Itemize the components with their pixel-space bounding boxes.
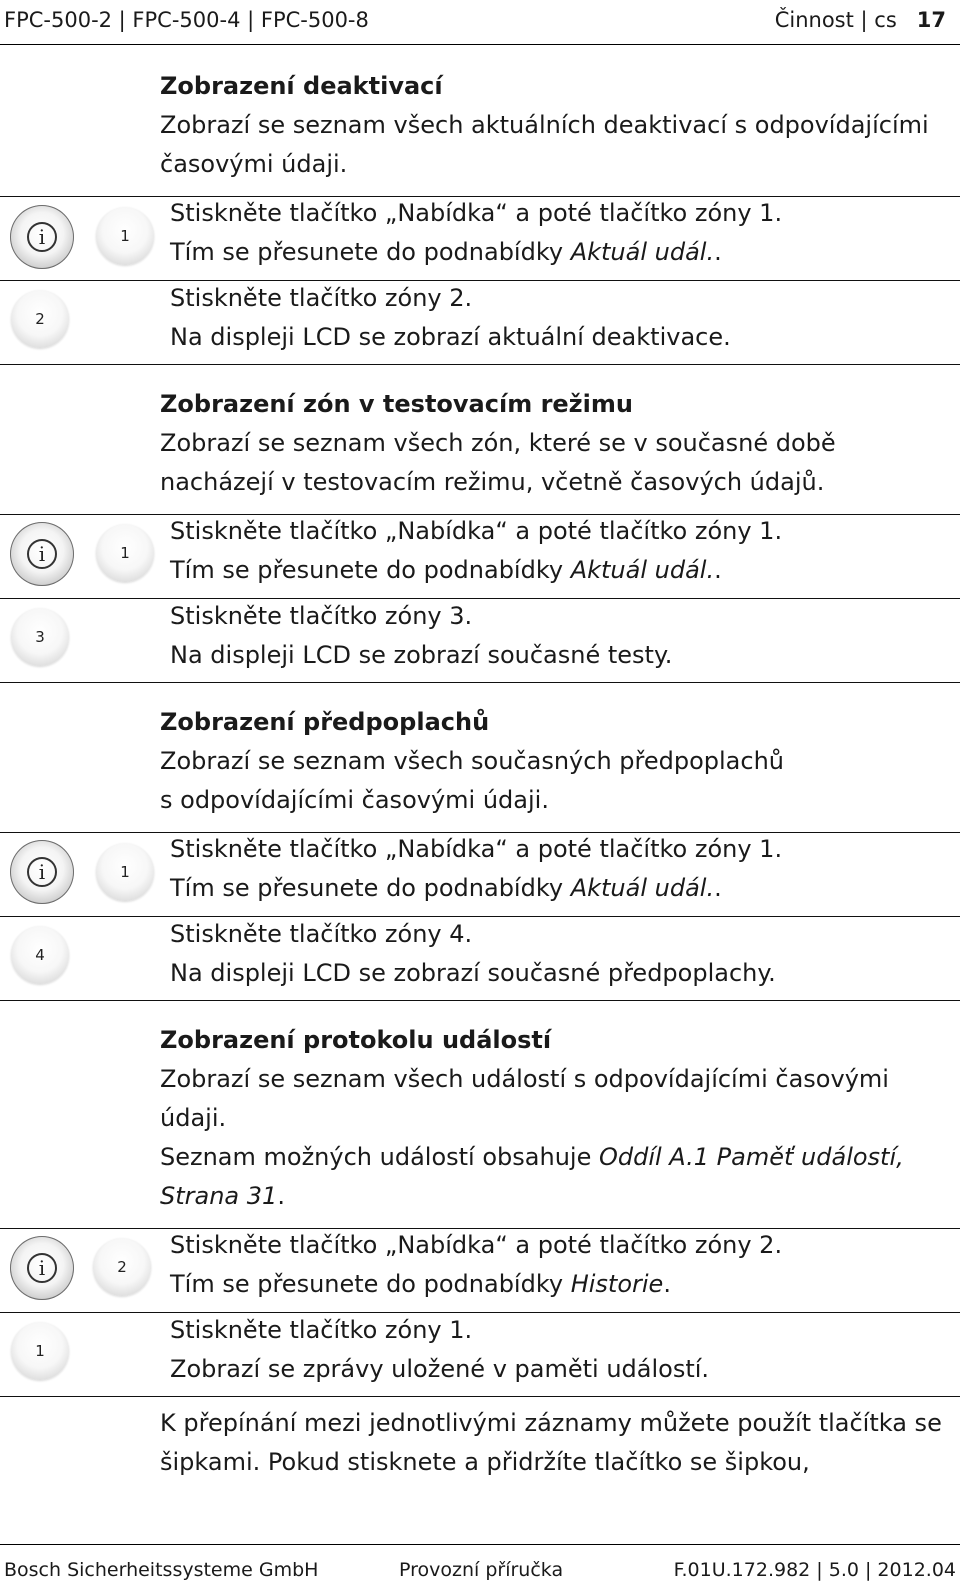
ref-text: . (277, 1182, 285, 1210)
info-key (10, 205, 74, 269)
step-text-part: Tím se přesunete do podnabídky (170, 1270, 571, 1298)
info-key (10, 1236, 74, 1300)
key-button: 2 (93, 1238, 151, 1296)
footer-company: Bosch Sicherheitssysteme GmbH (4, 1559, 319, 1581)
menu-name: Aktuál udál. (570, 238, 715, 266)
closing-line: šipkami. Pokud stisknete a přidržíte tlačítko se šipkou, (160, 1448, 810, 1476)
info-icon: i (27, 539, 57, 569)
key-button: 1 (96, 524, 154, 582)
header-models: FPC-500-2 | FPC-500-4 | FPC-500-8 (4, 8, 369, 32)
divider (0, 364, 960, 365)
step-text-part: . (663, 1270, 671, 1298)
info-icon: i (27, 857, 57, 887)
step-text: Stiskněte tlačítko „Nabídka“ a poté tlačítko zóny 1. (170, 517, 783, 545)
step-text: Stiskněte tlačítko zóny 4. (170, 920, 473, 948)
step-text: Na displeji LCD se zobrazí současné testy. (170, 641, 673, 669)
step-text-part: . (714, 556, 722, 584)
step-text-part: . (714, 238, 722, 266)
divider (0, 1312, 960, 1313)
divider (0, 916, 960, 917)
step-text: Stiskněte tlačítko „Nabídka“ a poté tlačítko zóny 2. (170, 1231, 783, 1259)
step-text: Na displeji LCD se zobrazí současné předpoplachy. (170, 959, 776, 987)
step-text: Na displeji LCD se zobrazí aktuální deaktivace. (170, 323, 731, 351)
section-desc-line: Zobrazí se seznam všech zón, které se v současné době (160, 429, 836, 457)
section-desc-line: s odpovídajícími časovými údaji. (160, 786, 549, 814)
section-title: Zobrazení zón v testovacím režimu (160, 390, 633, 418)
section-desc-line: nacházejí v testovacím režimu, včetně časových údajů. (160, 468, 825, 496)
step-text: Stiskněte tlačítko zóny 1. (170, 1316, 473, 1344)
section-ref-line (160, 1138, 904, 1177)
step-text: Stiskněte tlačítko zóny 2. (170, 284, 473, 312)
step-text (170, 1265, 671, 1304)
section-desc-line: Zobrazí se seznam všech současných předpoplachů (160, 747, 784, 775)
key-button: 4 (11, 926, 69, 984)
section-desc-line: Zobrazí se seznam všech událostí s odpovídajícími časovými (160, 1065, 889, 1093)
info-icon: i (27, 222, 57, 252)
closing-line: K přepínání mezi jednotlivými záznamy můžete použít tlačítka se (160, 1409, 942, 1437)
footer-rule (0, 1544, 960, 1545)
section-title: Zobrazení deaktivací (160, 72, 443, 100)
footer-doc-type: Provozní příručka (399, 1559, 564, 1581)
ref-link: Oddíl A.1 Paměť událostí, (598, 1143, 904, 1171)
step-text: Stiskněte tlačítko zóny 3. (170, 602, 473, 630)
section-title: Zobrazení protokolu událostí (160, 1026, 552, 1054)
step-text: Stiskněte tlačítko „Nabídka“ a poté tlačítko zóny 1. (170, 835, 783, 863)
step-text-part: Tím se přesunete do podnabídky (170, 874, 571, 902)
step-text-part: Tím se přesunete do podnabídky (170, 238, 571, 266)
menu-name: Aktuál udál. (570, 874, 715, 902)
step-text-part: Tím se přesunete do podnabídky (170, 556, 571, 584)
divider (0, 1396, 960, 1397)
section-desc-line: údaji. (160, 1104, 227, 1132)
step-text (170, 233, 722, 272)
section-desc-line: Zobrazí se seznam všech aktuálních deaktivací s odpovídajícími (160, 111, 929, 139)
key-button: 3 (11, 608, 69, 666)
key-button: 1 (96, 843, 154, 901)
step-text: Zobrazí se zprávy uložené v paměti událostí. (170, 1355, 710, 1383)
page-header (0, 0, 960, 45)
ref-link: Strana 31 (160, 1182, 278, 1210)
step-text: Stiskněte tlačítko „Nabídka“ a poté tlačítko zóny 1. (170, 199, 783, 227)
divider (0, 682, 960, 683)
key-button: 2 (11, 290, 69, 348)
divider (0, 280, 960, 281)
info-key (10, 840, 74, 904)
divider (0, 598, 960, 599)
section-title: Zobrazení předpoplachů (160, 708, 490, 736)
section-desc-line: časovými údaji. (160, 150, 348, 178)
info-icon: i (27, 1253, 57, 1283)
key-button: 1 (11, 1322, 69, 1380)
step-text (170, 551, 722, 590)
ref-text: Seznam možných událostí obsahuje (160, 1143, 599, 1171)
footer-doc-id: F.01U.172.982 | 5.0 | 2012.04 (673, 1559, 956, 1581)
divider (0, 1000, 960, 1001)
header-section-label: Činnost | cs (774, 8, 897, 32)
step-text-part: . (714, 874, 722, 902)
menu-name: Aktuál udál. (570, 556, 715, 584)
page-number: 17 (916, 8, 946, 32)
menu-name: Historie (570, 1270, 664, 1298)
info-key (10, 522, 74, 586)
step-text (170, 869, 722, 908)
header-section (775, 8, 946, 32)
section-ref-line (160, 1177, 285, 1216)
key-button: 1 (96, 207, 154, 265)
